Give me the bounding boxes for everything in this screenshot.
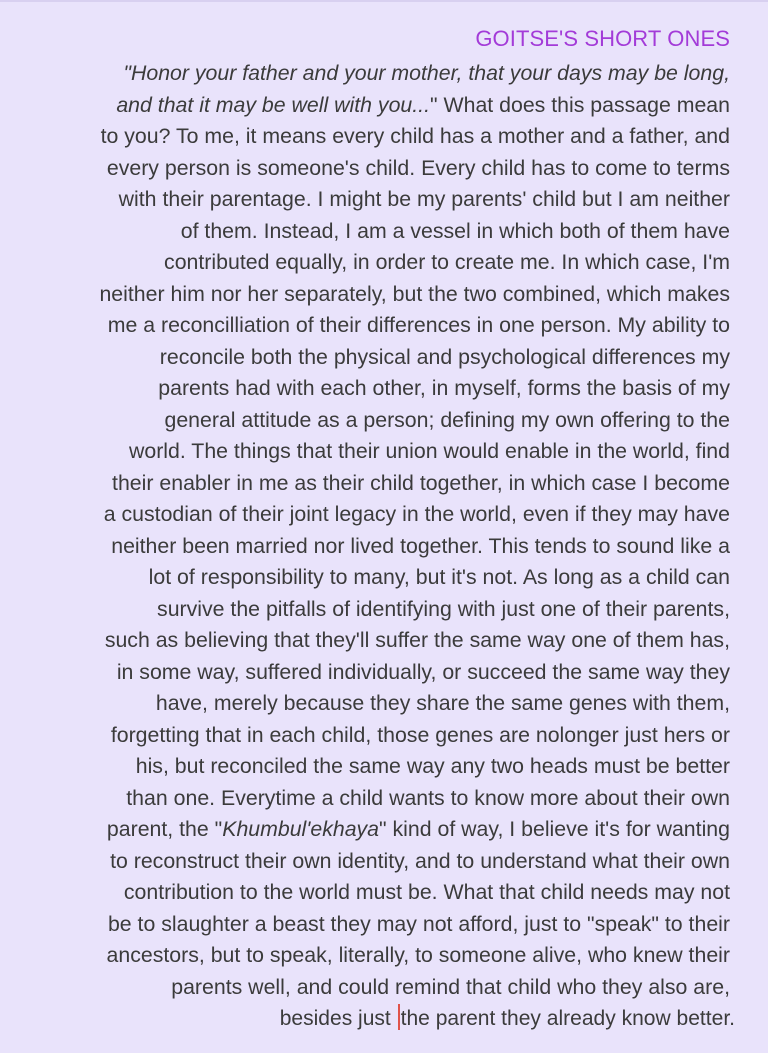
text-line bbox=[14, 279, 730, 311]
italic-text: and that it may be well with you... bbox=[116, 92, 431, 117]
text-line bbox=[14, 562, 730, 594]
text-line bbox=[14, 405, 730, 437]
text-line bbox=[14, 657, 730, 689]
text-line bbox=[14, 310, 730, 342]
text-segment: be to slaughter a beast they may not afford, just to "speak" to their bbox=[107, 911, 730, 936]
text-line bbox=[14, 247, 730, 279]
text-line bbox=[14, 1003, 735, 1035]
text-segment: neither been married nor lived together. This tends to sound like a bbox=[111, 533, 730, 558]
italic-text: "Honor your father and your mother, that your days may be long, bbox=[123, 61, 730, 85]
text-segment: than one. Everytime a child wants to know more about their own bbox=[126, 785, 730, 810]
text-segment: forgetting that in each child, those genes are nolonger just hers or bbox=[110, 722, 730, 747]
text-segment: of them. Instead, I am a vessel in which both of them have bbox=[180, 218, 730, 243]
text-line bbox=[14, 846, 730, 878]
text-line bbox=[14, 184, 730, 216]
text-line bbox=[14, 688, 730, 720]
text-line bbox=[14, 58, 730, 90]
text-line bbox=[14, 121, 730, 153]
text-segment: " kind of way, I believe it's for wanting bbox=[379, 817, 730, 841]
text-line bbox=[14, 751, 730, 783]
text-line bbox=[14, 468, 730, 500]
text-line bbox=[14, 216, 730, 248]
text-cursor bbox=[398, 1004, 400, 1030]
text-line bbox=[14, 153, 730, 185]
text-line bbox=[14, 814, 730, 846]
text-segment: neither him nor her separately, but the two combined, which makes bbox=[99, 281, 730, 306]
text-segment: general attitude as a person; defining my own offering to the bbox=[164, 407, 730, 432]
text-segment: " What does this passage mean bbox=[430, 92, 730, 117]
text-line bbox=[14, 625, 730, 657]
text-segment: world. The things that their union would enable in the world, find bbox=[128, 439, 730, 463]
text-segment: me a reconcilliation of their differences in one person. My ability to bbox=[107, 313, 730, 337]
text-segment: contribution to the world must be. What that child needs may not bbox=[123, 880, 730, 904]
text-segment: survive the pitfalls of identifying with just one of their parents, bbox=[157, 596, 730, 621]
text-segment: parents well, and could remind that child who they also are, bbox=[171, 974, 730, 999]
document-body[interactable] bbox=[14, 58, 735, 1035]
text-segment: parents had with each other, in myself, forms the basis of my bbox=[158, 376, 730, 400]
text-segment: every person is someone's child. Every child has to come to terms bbox=[106, 155, 730, 180]
text-line bbox=[14, 783, 730, 815]
italic-text: Khumbul'ekhaya bbox=[222, 817, 380, 841]
text-segment: a custodian of their joint legacy in the world, even if they may have bbox=[103, 502, 730, 526]
text-segment: their enabler in me as their child together, in which case I become bbox=[112, 470, 730, 495]
text-segment: contributed equally, in order to create me. In which case, I'm bbox=[164, 250, 730, 274]
text-segment: parent, the " bbox=[106, 817, 223, 841]
text-segment: his, but reconciled the same way any two heads must be better bbox=[135, 754, 730, 778]
text-line bbox=[14, 909, 730, 941]
text-segment: besides just bbox=[279, 1007, 397, 1030]
text-line bbox=[14, 436, 730, 468]
text-segment: with their parentage. I might be my parents' child but I am neither bbox=[118, 187, 730, 211]
text-line bbox=[14, 373, 730, 405]
text-segment: lot of responsibility to many, but it's not. As long as a child can bbox=[148, 565, 730, 589]
text-segment: reconcile both the physical and psychological differences my bbox=[159, 344, 730, 369]
text-line bbox=[14, 499, 730, 531]
text-segment: the parent they already know better. bbox=[400, 1007, 735, 1030]
text-segment: ancestors, but to speak, literally, to someone alive, who knew their bbox=[106, 943, 730, 967]
text-segment: have, merely because they share the same genes with them, bbox=[155, 691, 730, 715]
text-line bbox=[14, 90, 730, 122]
text-line bbox=[14, 940, 730, 972]
text-line bbox=[14, 342, 730, 374]
text-segment: such as believing that they'll suffer the same way one of them has, bbox=[104, 628, 730, 652]
text-line bbox=[14, 531, 730, 563]
text-line bbox=[14, 720, 730, 752]
text-line bbox=[14, 594, 730, 626]
text-segment: in some way, suffered individually, or succeed the same way they bbox=[116, 659, 730, 684]
text-line bbox=[14, 972, 730, 1004]
text-segment: to reconstruct their own identity, and to understand what their own bbox=[110, 848, 730, 873]
text-segment: to you? To me, it means every child has a mother and a father, and bbox=[100, 124, 730, 148]
text-line bbox=[14, 877, 730, 909]
document-title: GOITSE'S SHORT ONES bbox=[475, 26, 730, 51]
